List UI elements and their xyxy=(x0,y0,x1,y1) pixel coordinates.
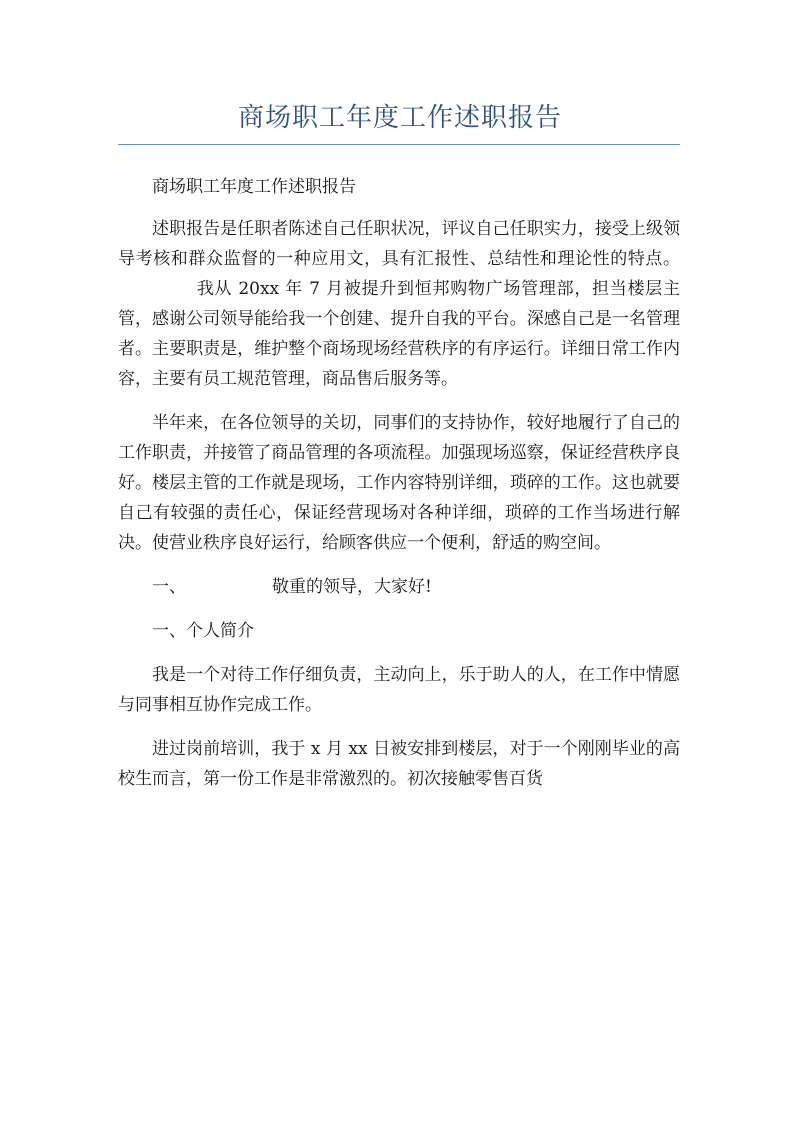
document-title: 商场职工年度工作述职报告 xyxy=(237,103,562,133)
title-underline xyxy=(118,144,680,145)
paragraph-self-intro: 我是一个对待工作仔细负责，主动向上，乐于助人的人，在工作中情愿与同事相互协作完成工作。 xyxy=(118,665,680,715)
paragraph-intro-text: 述职报告是任职者陈述自己任职状况，评议自己任职实力，接受上级领导考核和群众监督的一种应用文，具有汇报性、总结性和理论性的特点。 xyxy=(118,219,680,269)
paragraph-half-year: 半年来，在各位领导的关切，同事们的支持协作，较好地履行了自己的工作职责，并接管了商品管理的各项流程。加强现场巡察，保证经营秩序良好。楼层主管的工作就是现场，工作内容特别详细，琐碎的工作。这也就要自己有较强的责任心，保证经营现场对各种详细，琐碎的工作当场进行解决。使营业秩序良好运行，给顾客供应一个便利，舒适的购空间。 xyxy=(118,413,680,553)
paragraph-heading: 商场职工年度工作述职报告 xyxy=(152,177,356,197)
document-body xyxy=(118,172,680,794)
paragraph-greeting xyxy=(118,572,680,602)
section-heading-intro: 一、个人简介 xyxy=(152,621,254,641)
paragraph-training: 进过岗前培训，我于 x 月 xx 日被安排到楼层，对于一个刚刚毕业的高校生而言，第一份工作是非常激烈的。初次接触零售百货 xyxy=(118,739,680,789)
paragraph-intro xyxy=(118,214,680,394)
greeting-text: 敬重的领导，大家好! xyxy=(272,577,432,597)
paragraph-intro-continued: 我从 20xx 年 7 月被提升到恒邦购物广场管理部，担当楼层主管，感谢公司领导能给我一个创建、提升自我的平台。深感自己是一名管理者。主要职责是，维护整个商场现场经营秩序的有序运行。详细日常工作内容，主要有员工规范管理，商品售后服务等。 xyxy=(118,279,680,389)
greeting-number: 一、 xyxy=(152,577,186,597)
